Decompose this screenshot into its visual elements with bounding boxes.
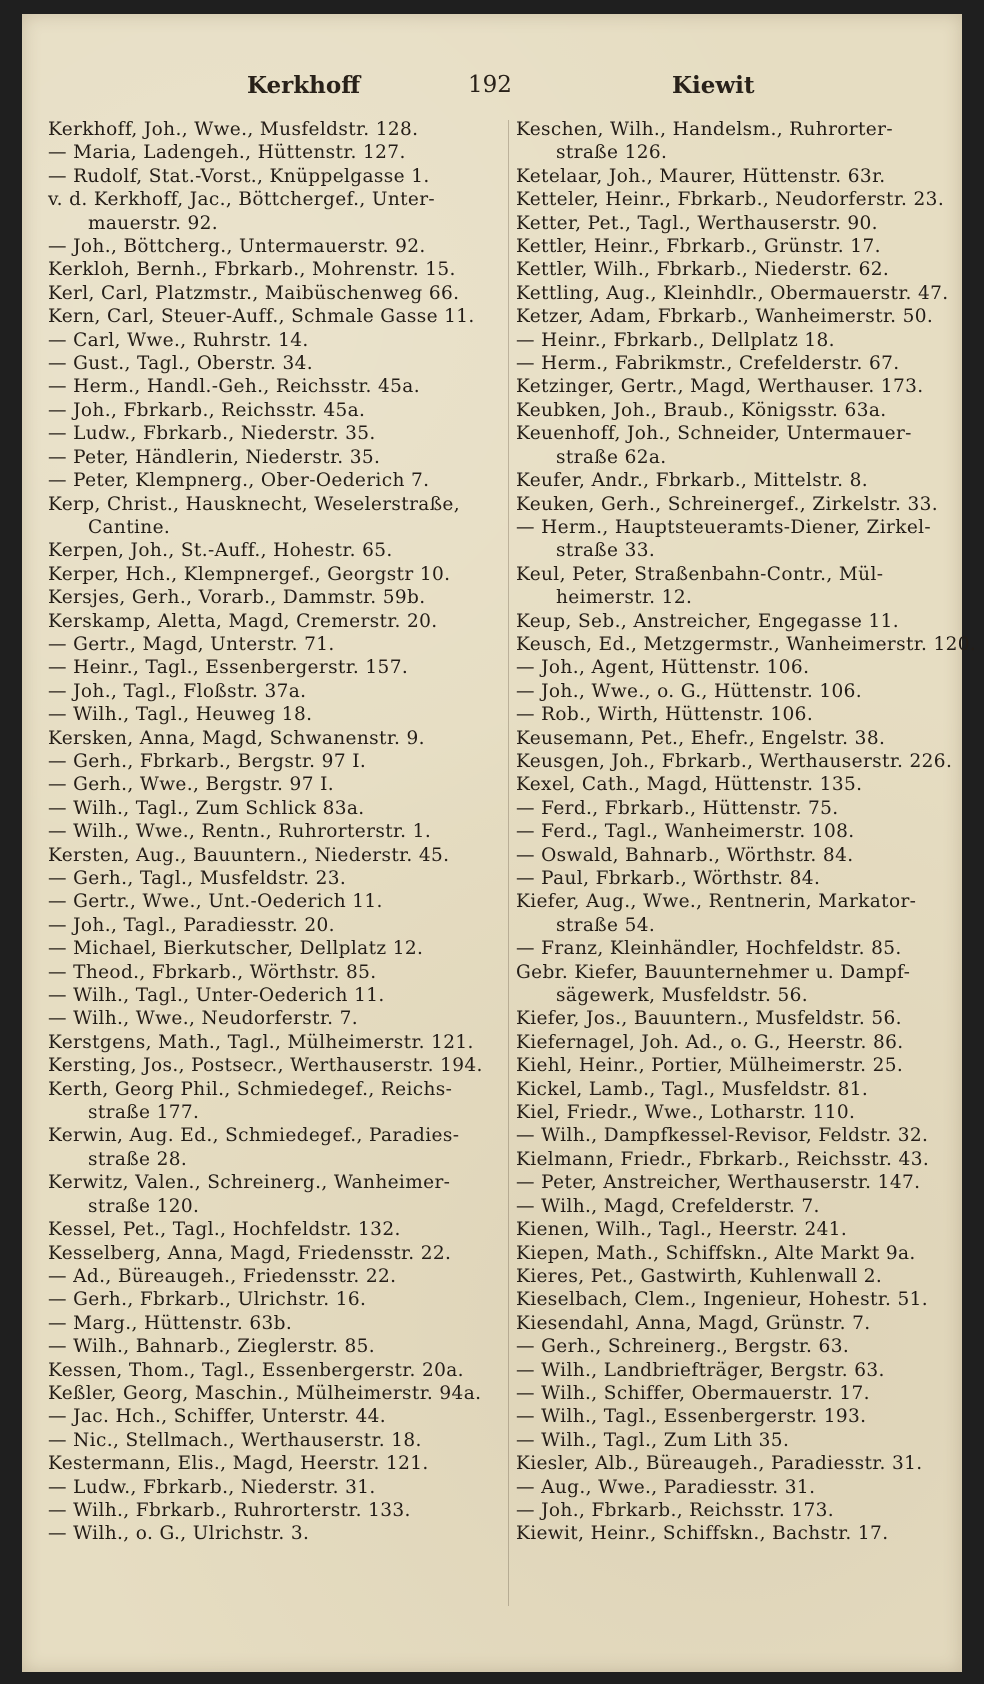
entry-line: Kerskamp, Aletta, Magd, Cremerstr. 20. xyxy=(48,610,438,632)
entry-line: — Michael, Bierkutscher, Dellplatz 12. xyxy=(48,938,424,960)
directory-page xyxy=(22,14,977,1672)
entry-line: Kiefer, Aug., Wwe., Rentnerin, Markator- xyxy=(516,891,917,913)
entry-line: Kettler, Wilh., Fbrkarb., Niederstr. 62. xyxy=(516,259,890,281)
directory-entry xyxy=(516,1148,952,1171)
entry-line: — Wilh., Wwe., Rentn., Ruhrorterstr. 1. xyxy=(48,821,432,843)
directory-entry xyxy=(516,493,952,516)
entry-line: Kiepen, Math., Schiffskn., Alte Markt 9a. xyxy=(516,1242,916,1264)
directory-entry xyxy=(48,750,500,773)
directory-entry xyxy=(516,1429,952,1452)
directory-entry xyxy=(48,633,500,656)
directory-entry xyxy=(516,890,952,937)
directory-entry xyxy=(48,258,500,281)
entry-line: Ketzinger, Gertr., Magd, Werthauser. 173. xyxy=(516,376,924,398)
entry-line: Kerwitz, Valen., Schreinerg., Wanheimer- xyxy=(48,1172,451,1194)
directory-entry xyxy=(48,165,500,188)
right-column xyxy=(516,118,977,1546)
directory-entry xyxy=(516,703,952,726)
entry-line: — Ferd., Fbrkarb., Hüttenstr. 75. xyxy=(516,797,839,819)
entry-line: — Peter, Klempnerg., Ober-Oederich 7. xyxy=(48,470,430,492)
directory-entry xyxy=(516,1124,952,1147)
entry-line: — Gerh., Schreinerg., Bergstr. 63. xyxy=(516,1336,850,1358)
directory-entry xyxy=(516,680,952,703)
directory-entry xyxy=(516,305,952,328)
directory-entry xyxy=(516,1452,952,1475)
entry-line: Keuken, Gerh., Schreinergef., Zirkelstr. 33. xyxy=(516,493,939,515)
entry-line: — Franz, Kleinhändler, Hochfeldstr. 85. xyxy=(516,938,902,960)
entry-line: — Herm., Fabrikmstr., Crefelderstr. 67. xyxy=(516,353,900,375)
directory-entry xyxy=(48,188,500,235)
entry-line: Kerl, Carl, Platzmstr., Maibüschenweg 66. xyxy=(48,282,460,304)
directory-entry xyxy=(48,1242,500,1265)
entry-line: — Herm., Hauptsteueramts-Diener, Zirkel- xyxy=(516,516,932,538)
entry-line: Keufer, Andr., Fbrkarb., Mittelstr. 8. xyxy=(516,470,869,492)
entry-line: — Theod., Fbrkarb., Wörthstr. 85. xyxy=(48,961,377,983)
entry-continuation-line: straße 54. xyxy=(556,914,656,936)
entry-line: Ketteler, Heinr., Fbrkarb., Neudorferstr. 23. xyxy=(516,189,945,211)
directory-entry xyxy=(516,1312,952,1335)
directory-entry xyxy=(516,118,952,165)
directory-entry xyxy=(48,890,500,913)
directory-entry xyxy=(516,1335,952,1358)
directory-entry xyxy=(48,1007,500,1030)
entry-line: Keup, Seb., Anstreicher, Engegasse 11. xyxy=(516,610,899,632)
directory-entry xyxy=(48,422,500,445)
directory-entry xyxy=(516,961,952,1008)
entry-line: — Wilh., Tagl., Zum Lith 35. xyxy=(516,1429,790,1451)
entry-continuation-line: straße 177. xyxy=(88,1102,200,1124)
directory-entry xyxy=(48,1312,500,1335)
directory-entry xyxy=(516,375,952,398)
directory-entry xyxy=(516,1031,952,1054)
directory-entry xyxy=(516,656,952,679)
entry-line: — Wilh., Tagl., Unter-Oederich 11. xyxy=(48,985,385,1007)
entry-line: Keusgen, Joh., Fbrkarb., Werthauserstr. 226. xyxy=(516,750,953,772)
entry-line: Keschen, Wilh., Handelsm., Ruhrorter- xyxy=(516,119,893,140)
entry-line: Kerpen, Joh., St.-Auff., Hohestr. 65. xyxy=(48,540,393,562)
directory-entry xyxy=(516,1359,952,1382)
directory-entry xyxy=(48,235,500,258)
directory-entry xyxy=(48,867,500,890)
directory-entry xyxy=(48,844,500,867)
entry-line: Kersken, Anna, Magd, Schwanenstr. 9. xyxy=(48,727,425,749)
entry-line: — Wilh., Magd, Crefelderstr. 7. xyxy=(516,1195,820,1217)
entry-line: Kern, Carl, Steuer-Auff., Schmale Gasse 11. xyxy=(48,306,475,328)
directory-entry xyxy=(516,773,952,796)
entry-line: Keul, Peter, Straßenbahn-Contr., Mül- xyxy=(516,563,884,585)
directory-entry xyxy=(48,820,500,843)
entry-line: — Gerh., Tagl., Musfeldstr. 23. xyxy=(48,868,347,889)
entry-continuation-line: straße 33. xyxy=(556,540,656,562)
directory-entry xyxy=(48,1265,500,1288)
directory-entry xyxy=(48,375,500,398)
directory-entry xyxy=(48,1335,500,1358)
directory-entry xyxy=(516,727,952,750)
entry-line: Ketelaar, Joh., Maurer, Hüttenstr. 63r. xyxy=(516,165,886,187)
entry-continuation-line: mauerstr. 92. xyxy=(88,212,219,234)
entry-line: — Gerh., Wwe., Bergstr. 97 I. xyxy=(48,774,335,796)
entry-line: Kettler, Heinr., Fbrkarb., Grünstr. 17. xyxy=(516,236,881,258)
entry-line: Kiefer, Jos., Bauuntern., Musfeldstr. 56. xyxy=(516,1008,902,1030)
directory-entry xyxy=(48,118,500,141)
entry-line: — Nic., Stellmach., Werthauserstr. 18. xyxy=(48,1429,422,1451)
directory-entry xyxy=(48,914,500,937)
directory-entry xyxy=(48,1405,500,1428)
directory-entry xyxy=(516,633,977,656)
right-running-head: Kiewit xyxy=(672,72,755,99)
entry-line: Kersten, Aug., Bauuntern., Niederstr. 45. xyxy=(48,844,450,866)
entry-line: Kersjes, Gerh., Vorarb., Dammstr. 59b. xyxy=(48,587,426,609)
directory-entry xyxy=(48,399,500,422)
directory-entry xyxy=(516,610,952,633)
directory-entry xyxy=(48,773,500,796)
directory-entry xyxy=(516,1007,952,1030)
entry-line: — Gerh., Fbrkarb., Bergstr. 97 I. xyxy=(48,750,367,772)
directory-entry xyxy=(48,282,500,305)
directory-entry xyxy=(48,610,500,633)
directory-entry xyxy=(48,1288,500,1311)
entry-line: — Wilh., Tagl., Essenbergerstr. 193. xyxy=(516,1406,867,1428)
directory-entry xyxy=(48,1078,500,1125)
entry-line: — Marg., Hüttenstr. 63b. xyxy=(48,1312,293,1334)
directory-entry xyxy=(516,1218,952,1241)
directory-entry xyxy=(48,1499,500,1522)
entry-line: — Heinr., Tagl., Essenbergerstr. 157. xyxy=(48,657,409,679)
directory-entry xyxy=(516,563,952,610)
entry-line: Kielmann, Friedr., Fbrkarb., Reichsstr. 43. xyxy=(516,1148,930,1170)
entry-line: — Wilh., o. G., Ulrichstr. 3. xyxy=(48,1523,310,1545)
entry-line: — Heinr., Fbrkarb., Dellplatz 18. xyxy=(516,329,835,351)
entry-line: — Carl, Wwe., Ruhrstr. 14. xyxy=(48,329,309,351)
directory-entry xyxy=(48,984,500,1007)
entry-line: Keusemann, Pet., Ehefr., Engelstr. 38. xyxy=(516,727,886,749)
entry-continuation-line: heimerstr. 12. xyxy=(556,587,693,609)
entry-line: — Joh., Tagl., Floßstr. 37a. xyxy=(48,680,307,702)
entry-line: Ketzer, Adam, Fbrkarb., Wanheimerstr. 50. xyxy=(516,306,934,328)
entry-line: — Wilh., Dampfkessel-Revisor, Feldstr. 32. xyxy=(516,1125,929,1147)
entry-line: — Joh., Fbrkarb., Reichsstr. 173. xyxy=(516,1499,835,1521)
entry-line: — Joh., Agent, Hüttenstr. 106. xyxy=(516,657,810,679)
left-running-head: Kerkhoff xyxy=(247,72,361,99)
entry-line: Kestermann, Elis., Magd, Heerstr. 121. xyxy=(48,1453,429,1475)
entry-line: — Oswald, Bahnarb., Wörthstr. 84. xyxy=(516,844,854,866)
directory-entry xyxy=(48,305,500,328)
entry-line: — Maria, Ladengeh., Hüttenstr. 127. xyxy=(48,142,406,164)
entry-line: — Ad., Büreaugeh., Friedensstr. 22. xyxy=(48,1265,397,1287)
entry-continuation-line: sägewerk, Musfeldstr. 56. xyxy=(556,985,808,1007)
directory-entry xyxy=(48,961,500,984)
entry-line: Kettling, Aug., Kleinhdlr., Obermauerstr. 47. xyxy=(516,282,949,304)
directory-entry xyxy=(48,1522,500,1545)
directory-entry xyxy=(48,937,500,960)
directory-entry xyxy=(516,258,952,281)
directory-entry xyxy=(516,1499,952,1522)
entry-line: Kerper, Hch., Klempnergef., Georgstr 10. xyxy=(48,563,451,585)
directory-entry xyxy=(48,797,500,820)
entry-line: — Peter, Händlerin, Niederstr. 35. xyxy=(48,446,381,468)
directory-entry xyxy=(516,212,952,235)
directory-entry xyxy=(516,1078,952,1101)
entry-line: Kiewit, Heinr., Schiffskn., Bachstr. 17. xyxy=(516,1523,889,1545)
entry-line: Kienen, Wilh., Tagl., Heerstr. 241. xyxy=(516,1219,848,1241)
entry-line: Keubken, Joh., Braub., Königsstr. 63a. xyxy=(516,399,887,421)
entry-line: — Joh., Fbrkarb., Reichsstr. 45a. xyxy=(48,399,366,421)
directory-entry xyxy=(516,469,952,492)
entry-line: Keusch, Ed., Metzgermstr., Wanheimerstr. 120. xyxy=(516,633,977,655)
entry-line: — Wilh., Tagl., Zum Schlick 83a. xyxy=(48,797,365,819)
entry-line: — Ludw., Fbrkarb., Niederstr. 35. xyxy=(48,423,376,445)
entry-line: Kersting, Jos., Postsecr., Werthauserstr. 194. xyxy=(48,1055,483,1077)
column-divider xyxy=(508,120,509,1606)
directory-entry xyxy=(48,329,500,352)
entry-line: Kickel, Lamb., Tagl., Musfeldstr. 81. xyxy=(516,1078,869,1100)
directory-entry xyxy=(516,1405,952,1428)
entry-line: — Ferd., Tagl., Wanheimerstr. 108. xyxy=(516,821,855,843)
directory-entry xyxy=(48,469,500,492)
directory-entry xyxy=(48,727,500,750)
entry-continuation-line: straße 126. xyxy=(556,142,668,164)
directory-entry xyxy=(516,1054,952,1077)
entry-continuation-line: Cantine. xyxy=(88,516,171,538)
directory-entry xyxy=(516,1476,952,1499)
entry-line: — Wilh., Landbriefträger, Bergstr. 63. xyxy=(516,1359,885,1381)
directory-entry xyxy=(48,1124,500,1171)
entry-line: Kiehl, Heinr., Portier, Mülheimerstr. 25. xyxy=(516,1055,904,1077)
entry-line: Kerp, Christ., Hausknecht, Weselerstraße, xyxy=(48,493,460,515)
directory-entry xyxy=(516,329,952,352)
entry-line: — Rob., Wirth, Hüttenstr. 106. xyxy=(516,704,814,726)
directory-entry xyxy=(48,1429,500,1452)
directory-entry xyxy=(516,1101,952,1124)
entry-line: Kessel, Pet., Tagl., Hochfeldstr. 132. xyxy=(48,1219,401,1241)
entry-line: v. d. Kerkhoff, Jac., Böttchergef., Unter- xyxy=(48,189,436,211)
directory-entry xyxy=(516,165,952,188)
entry-continuation-line: straße 120. xyxy=(88,1195,200,1217)
directory-entry xyxy=(48,1452,500,1475)
entry-line: — Paul, Fbrkarb., Wörthstr. 84. xyxy=(516,868,821,889)
entry-line: Ketter, Pet., Tagl., Werthauserstr. 90. xyxy=(516,212,878,234)
directory-entry xyxy=(48,586,500,609)
entry-line: Kessen, Thom., Tagl., Essenbergerstr. 20a. xyxy=(48,1359,464,1381)
directory-entry xyxy=(516,1265,952,1288)
entry-line: Keßler, Georg, Maschin., Mülheimerstr. 94a. xyxy=(48,1382,482,1404)
directory-entry xyxy=(48,1171,500,1218)
directory-entry xyxy=(48,1359,500,1382)
directory-entry xyxy=(516,352,952,375)
directory-entry xyxy=(516,1171,952,1194)
entry-line: Kerkhoff, Joh., Wwe., Musfeldstr. 128. xyxy=(48,119,419,140)
directory-entry xyxy=(516,188,952,211)
entry-line: Kieres, Pet., Gastwirth, Kuhlenwall 2. xyxy=(516,1265,883,1287)
entry-line: — Gertr., Magd, Unterstr. 71. xyxy=(48,633,335,655)
entry-line: — Wilh., Bahnarb., Zieglerstr. 85. xyxy=(48,1336,376,1358)
entry-line: — Wilh., Fbrkarb., Ruhrorterstr. 133. xyxy=(48,1499,411,1521)
directory-entry xyxy=(516,797,952,820)
directory-entry xyxy=(516,1522,952,1545)
directory-entry xyxy=(516,516,952,563)
directory-entry xyxy=(48,703,500,726)
directory-entry xyxy=(516,1195,952,1218)
page-header xyxy=(22,72,962,108)
entry-line: Kerstgens, Math., Tagl., Mülheimerstr. 121. xyxy=(48,1031,474,1053)
entry-line: — Wilh., Wwe., Neudorferstr. 7. xyxy=(48,1008,359,1030)
directory-entry xyxy=(48,1031,500,1054)
entry-line: — Joh., Tagl., Paradiesstr. 20. xyxy=(48,914,335,936)
entry-line: Kerkloh, Bernh., Fbrkarb., Mohrenstr. 15. xyxy=(48,259,456,281)
entry-continuation-line: straße 62a. xyxy=(556,446,667,468)
entry-line: Kiesendahl, Anna, Magd, Grünstr. 7. xyxy=(516,1312,871,1334)
entry-line: Kiesler, Alb., Büreaugeh., Paradiesstr. 31. xyxy=(516,1453,923,1475)
entry-line: — Ludw., Fbrkarb., Niederstr. 31. xyxy=(48,1476,376,1498)
directory-entry xyxy=(48,1476,500,1499)
directory-entry xyxy=(516,867,952,890)
entry-line: Kerwin, Aug. Ed., Schmiedegef., Paradies- xyxy=(48,1125,460,1147)
entry-line: — Joh., Böttcherg., Untermauerstr. 92. xyxy=(48,236,426,258)
entry-line: — Joh., Wwe., o. G., Hüttenstr. 106. xyxy=(516,680,863,702)
entry-line: — Herm., Handl.-Geh., Reichsstr. 45a. xyxy=(48,376,420,398)
page-number: 192 xyxy=(468,72,512,98)
entry-line: Kieselbach, Clem., Ingenieur, Hohestr. 51. xyxy=(516,1289,929,1311)
entry-line: — Rudolf, Stat.-Vorst., Knüppelgasse 1. xyxy=(48,165,430,187)
directory-entry xyxy=(516,282,952,305)
directory-entry xyxy=(516,422,952,469)
directory-entry xyxy=(48,1054,500,1077)
entry-line: — Gerh., Fbrkarb., Ulrichstr. 16. xyxy=(48,1289,367,1311)
directory-entry xyxy=(48,539,500,562)
entry-line: Kiefernagel, Joh. Ad., o. G., Heerstr. 86. xyxy=(516,1031,904,1053)
entry-line: — Wilh., Schiffer, Obermauerstr. 17. xyxy=(516,1382,870,1404)
entry-line: — Peter, Anstreicher, Werthauserstr. 147. xyxy=(516,1172,921,1194)
entry-line: Kesselberg, Anna, Magd, Friedensstr. 22. xyxy=(48,1242,452,1264)
entry-line: — Aug., Wwe., Paradiesstr. 31. xyxy=(516,1476,816,1498)
directory-entry xyxy=(516,750,952,773)
directory-entry xyxy=(48,352,500,375)
entry-line: Kexel, Cath., Magd, Hüttenstr. 135. xyxy=(516,774,863,796)
entry-line: — Jac. Hch., Schiffer, Unterstr. 44. xyxy=(48,1406,387,1428)
directory-entry xyxy=(516,820,952,843)
directory-entry xyxy=(48,446,500,469)
directory-entry xyxy=(48,563,500,586)
directory-entry xyxy=(48,1382,500,1405)
directory-entry xyxy=(516,1242,952,1265)
entry-line: Kiel, Friedr., Wwe., Lotharstr. 110. xyxy=(516,1102,856,1124)
directory-entry xyxy=(48,141,500,164)
directory-entry xyxy=(48,493,500,540)
entry-line: Kerth, Georg Phil., Schmiedegef., Reichs- xyxy=(48,1078,453,1100)
directory-entry xyxy=(516,399,952,422)
entry-line: — Gertr., Wwe., Unt.-Oederich 11. xyxy=(48,891,383,913)
directory-entry xyxy=(516,937,952,960)
directory-entry xyxy=(48,656,500,679)
directory-entry xyxy=(516,235,952,258)
directory-entry xyxy=(516,844,952,867)
entry-line: Gebr. Kiefer, Bauunternehmer u. Dampf- xyxy=(516,961,911,983)
entry-line: Keuenhoff, Joh., Schneider, Untermauer- xyxy=(516,423,912,445)
entry-line: — Gust., Tagl., Oberstr. 34. xyxy=(48,353,314,375)
entry-continuation-line: straße 28. xyxy=(88,1148,188,1170)
entry-line: — Wilh., Tagl., Heuweg 18. xyxy=(48,704,313,726)
directory-entry xyxy=(516,1288,952,1311)
directory-entry xyxy=(48,680,500,703)
directory-entry xyxy=(48,1218,500,1241)
directory-entry xyxy=(516,1382,952,1405)
left-column xyxy=(48,118,500,1546)
